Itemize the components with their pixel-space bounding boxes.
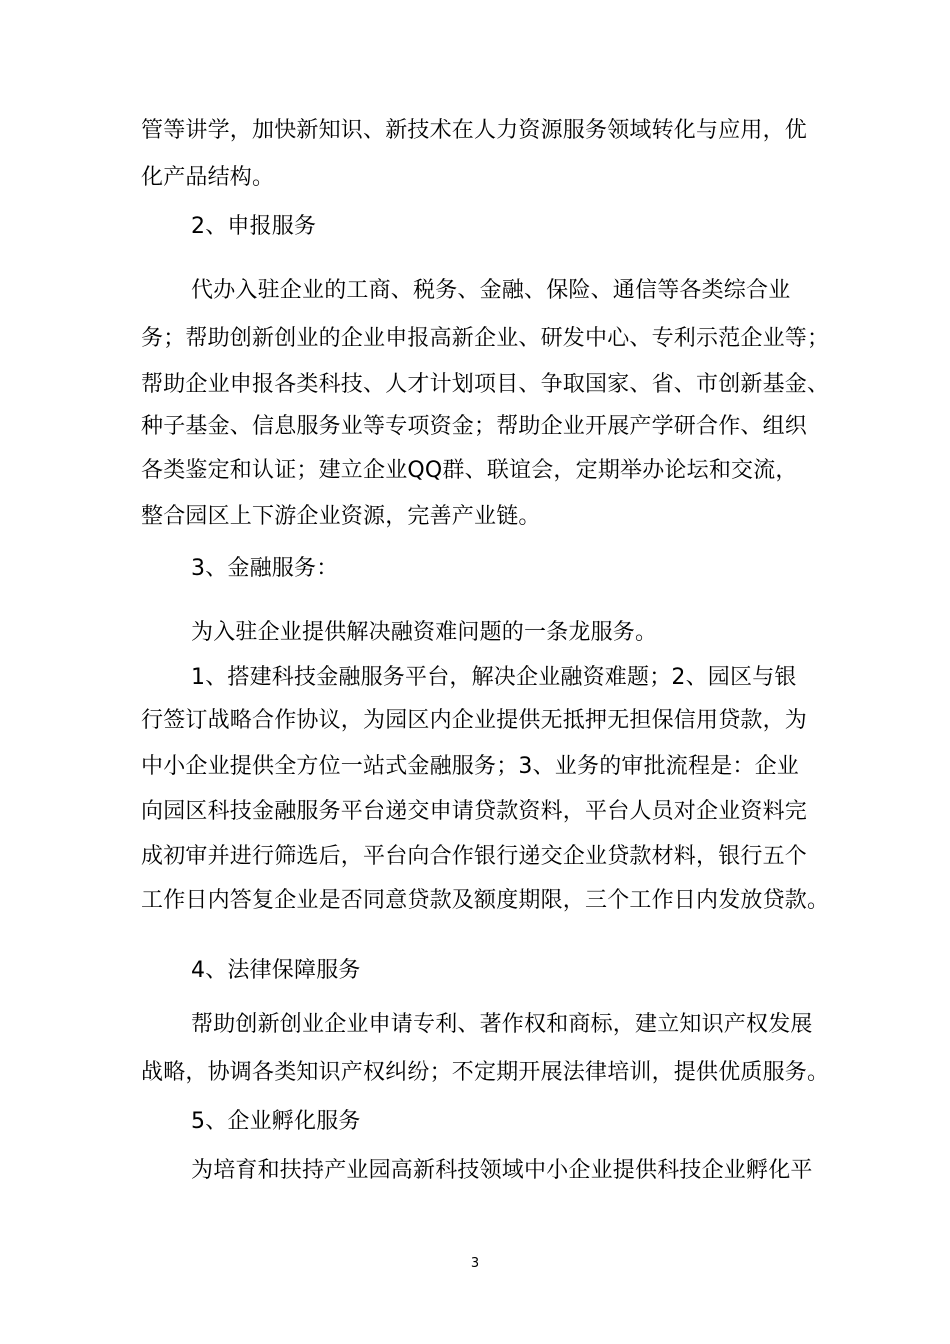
- paragraph-line: 代办入驻企业的工商、税务、金融、保险、通信等各类综合业: [191, 278, 791, 303]
- paragraph-line: 战略，协调各类知识产权纠纷；不定期开展法律培训，提供优质服务。: [141, 1060, 830, 1085]
- paragraph-line: 工作日内答复企业是否同意贷款及额度期限，三个工作日内发放贷款。: [141, 888, 830, 913]
- paragraph-line: 各类鉴定和认证；建立企业QQ群、联谊会，定期举办论坛和交流，: [141, 458, 798, 483]
- paragraph-line: 整合园区上下游企业资源，完善产业链。: [141, 504, 541, 529]
- paragraph-line: 中小企业提供全方位一站式金融服务；3、业务的审批流程是：企业: [141, 754, 799, 779]
- paragraph-line: 管等讲学，加快新知识、新技术在人力资源服务领域转化与应用，优: [141, 118, 808, 143]
- paragraph-line: 化产品结构。: [141, 165, 275, 190]
- section-heading-3: 3、金融服务：: [191, 556, 339, 581]
- paragraph-line: 成初审并进行筛选后，平台向合作银行递交企业贷款材料，银行五个: [141, 844, 808, 869]
- paragraph-line: 行签订战略合作协议，为园区内企业提供无抵押无担保信用贷款，为: [141, 708, 808, 733]
- paragraph-line: 为入驻企业提供解决融资难问题的一条龙服务。: [191, 620, 658, 645]
- section-heading-5: 5、企业孵化服务: [191, 1109, 361, 1134]
- paragraph-line: 种子基金、信息服务业等专项资金；帮助企业开展产学研合作、组织: [141, 414, 808, 439]
- paragraph-line: 向园区科技金融服务平台递交申请贷款资料，平台人员对企业资料完: [141, 799, 808, 824]
- paragraph-line: 帮助企业申报各类科技、人才计划项目、争取国家、省、市创新基金、: [141, 372, 830, 397]
- page-number: 3: [470, 1256, 480, 1271]
- paragraph-line: 为培育和扶持产业园高新科技领域中小企业提供科技企业孵化平: [191, 1158, 813, 1183]
- section-heading-4: 4、法律保障服务: [191, 958, 361, 983]
- section-heading-2: 2、申报服务: [191, 214, 317, 239]
- paragraph-line: 1、搭建科技金融服务平台，解决企业融资难题；2、园区与银: [191, 665, 797, 690]
- paragraph-line: 帮助创新创业企业申请专利、著作权和商标，建立知识产权发展: [191, 1012, 813, 1037]
- paragraph-line: 务；帮助创新创业的企业申报高新企业、研发中心、专利示范企业等；: [141, 326, 830, 351]
